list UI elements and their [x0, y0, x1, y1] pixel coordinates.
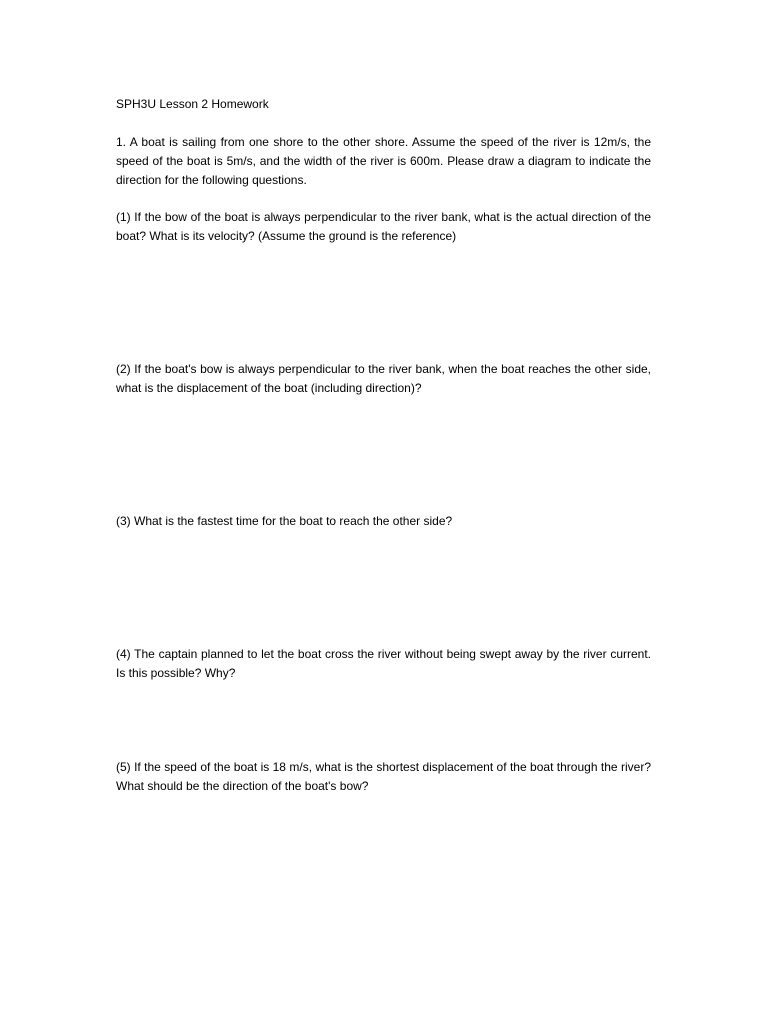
question-5: (5) If the speed of the boat is 18 m/s, what is the shortest displacement of the boat through the river? What should be the direction of the boat's bow? — [116, 760, 651, 793]
question-3: (3) What is the fastest time for the boat to reach the other side? — [116, 514, 453, 528]
document-title: SPH3U Lesson 2 Homework — [116, 97, 269, 111]
question-1: (1) If the bow of the boat is always perpendicular to the river bank, what is the actual direction of the boat? What is its velocity? (Assume the ground is the reference) — [116, 210, 651, 243]
question-4: (4) The captain planned to let the boat cross the river without being swept away by the river current. Is this possible? Why? — [116, 647, 651, 680]
question-2: (2) If the boat's bow is always perpendicular to the river bank, when the boat reaches the other side, what is the displacement of the boat (including direction)? — [116, 362, 651, 395]
question-intro: 1. A boat is sailing from one shore to the other shore. Assume the speed of the river is 12m/s, the speed of the boat is 5m/s, and the width of the river is 600m. Please draw a diagram to indicate the direction for the following questions. — [116, 135, 651, 187]
